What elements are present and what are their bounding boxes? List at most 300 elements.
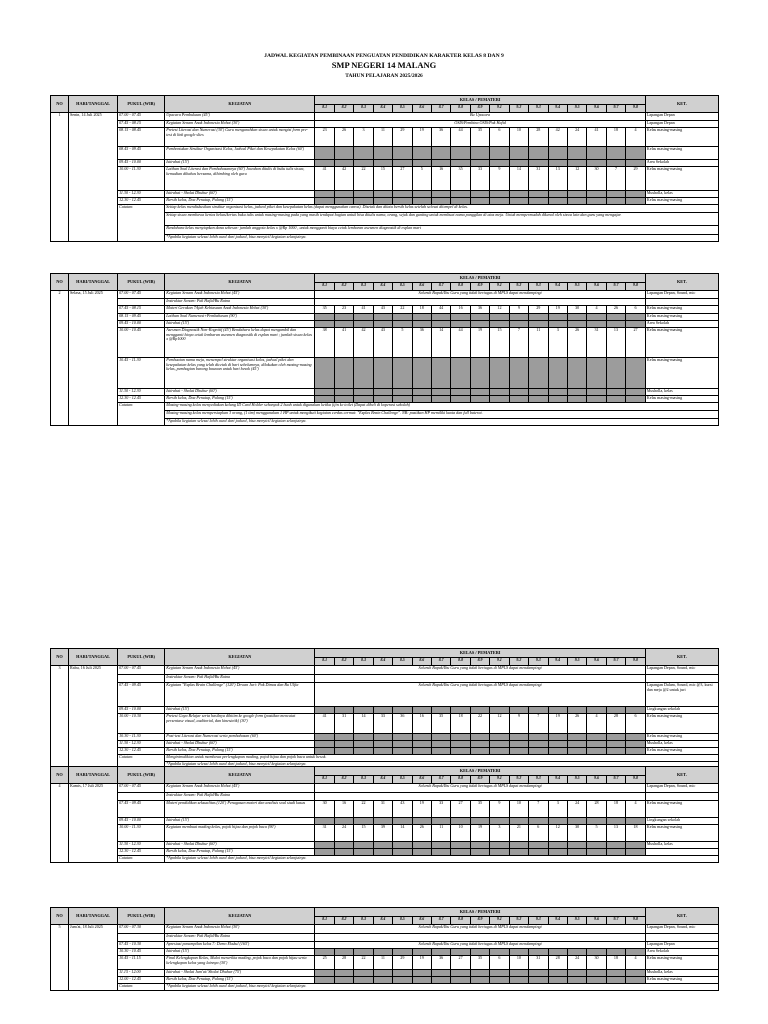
- empty-class-cell: [567, 734, 586, 741]
- empty-class-cell: [315, 321, 334, 328]
- col-header-ket: KET.: [645, 908, 718, 925]
- empty-class-cell: [412, 734, 431, 741]
- empty-class-cell: [373, 849, 392, 856]
- empty-class-cell: [548, 314, 567, 321]
- empty-class-cell: [626, 970, 646, 977]
- time-cell: 10.30 - 10.45: [118, 949, 165, 956]
- empty-class-cell: [431, 734, 450, 741]
- empty-class-cell: [354, 396, 373, 403]
- note-row: [51, 755, 719, 762]
- schedule-row: [51, 942, 719, 949]
- all-classes-cell: Seluruh Bapak/Ibu Guru yang tidak bertugas di MPLS dapat mendampingi: [315, 784, 645, 793]
- class-header-cell: 8.7: [431, 105, 450, 113]
- schedule-row: [51, 818, 719, 825]
- empty-class-cell: [393, 191, 412, 198]
- time-cell: 10.00 - 10.45: [118, 328, 165, 358]
- empty-class-cell: [470, 321, 489, 328]
- location-cell: Musholla, kelas: [645, 970, 718, 977]
- class-header-cell: 9.5: [567, 917, 586, 925]
- location-cell: [645, 793, 718, 801]
- time-cell: 07.45 - 09.45: [118, 801, 165, 818]
- teacher-number-cell: 43: [373, 306, 392, 314]
- teacher-number-cell: 3: [354, 128, 373, 147]
- empty-class-cell: [315, 849, 334, 856]
- empty-class-cell: [529, 147, 548, 160]
- schedule-row: [51, 734, 719, 741]
- teacher-number-cell: 10: [509, 128, 528, 147]
- class-header-cell: 9.6: [587, 283, 606, 291]
- empty-class-cell: [373, 734, 392, 741]
- location-cell: Kelas masing-masing: [645, 956, 718, 970]
- empty-class-cell: [606, 191, 625, 198]
- empty-class-cell: [606, 748, 625, 755]
- activity-cell: Upacara Pembukaan (45'): [165, 113, 315, 121]
- teacher-number-cell: 3: [548, 328, 567, 358]
- empty-class-cell: [412, 358, 431, 389]
- empty-class-cell: [509, 849, 528, 856]
- activity-cell: Post-test Literasi dan Numerasi serta pembahasan (60'): [165, 734, 315, 741]
- activity-cell: Istirahat (15'): [165, 160, 315, 167]
- class-header-cell: 9.8: [626, 283, 646, 291]
- empty-class-cell: [509, 977, 528, 984]
- empty-class-cell: [431, 849, 450, 856]
- empty-class-cell: [470, 849, 489, 856]
- location-cell: Area Sekolah: [645, 160, 718, 167]
- empty-class-cell: [334, 707, 353, 714]
- activity-cell: Pretest Gaya Belajar serta hasilnya dihitim ke google form (pastikan mencatat persentase visual, auditorial, dan kinestetik) (30'): [165, 714, 315, 734]
- location-cell: Lapangan Depan: [645, 113, 718, 121]
- activity-cell: Istirahat - Sholat Dhuhur (60'): [165, 741, 315, 748]
- teacher-number-cell: 3: [548, 801, 567, 818]
- location-cell: [645, 675, 718, 683]
- empty-class-cell: [626, 707, 646, 714]
- location-cell: Kelas masing-masing: [645, 734, 718, 741]
- schedule-row: [51, 714, 719, 734]
- class-header-cell: 8.5: [393, 917, 412, 925]
- empty-class-cell: [451, 977, 470, 984]
- schedule-row: [51, 167, 719, 191]
- teacher-number-cell: 4: [587, 714, 606, 734]
- class-header-cell: 9.1: [490, 283, 509, 291]
- empty-class-cell: [412, 970, 431, 977]
- class-header-cell: 8.1: [315, 776, 334, 784]
- location-cell: [645, 849, 718, 856]
- empty-class-cell: [490, 849, 509, 856]
- empty-class-cell: [412, 741, 431, 748]
- class-header-cell: 8.2: [334, 105, 353, 113]
- class-header-cell: 9.2: [509, 658, 528, 666]
- col-header-kelas-pemateri: KELAS / PEMATERI: [315, 96, 645, 105]
- location-cell: Kelas masing-masing: [645, 314, 718, 321]
- empty-class-cell: [354, 818, 373, 825]
- all-classes-cell: [315, 299, 645, 306]
- teacher-number-cell: 16: [451, 306, 470, 314]
- schedule-row: [51, 121, 719, 128]
- empty-class-cell: [529, 198, 548, 205]
- activity-cell: Bersih kelas, Doa Penutup, Pulang (15'): [165, 748, 315, 755]
- teacher-number-cell: 36: [412, 328, 431, 358]
- empty-class-cell: [315, 949, 334, 956]
- teacher-number-cell: 28: [334, 956, 353, 970]
- teacher-number-cell: 21: [509, 825, 528, 842]
- empty-class-cell: [354, 734, 373, 741]
- empty-class-cell: [431, 818, 450, 825]
- col-header-no: NO: [51, 767, 69, 784]
- teacher-number-cell: 10: [509, 956, 528, 970]
- time-cell: 07.45 - 10.30: [118, 942, 165, 949]
- empty-class-cell: [315, 748, 334, 755]
- location-cell: Kelas masing-masing: [645, 306, 718, 314]
- empty-class-cell: [431, 321, 450, 328]
- class-header-cell: 9.7: [606, 105, 625, 113]
- teacher-number-cell: 43: [373, 328, 392, 358]
- teacher-number-cell: 4: [626, 128, 646, 147]
- teacher-number-cell: 31: [373, 801, 392, 818]
- time-cell: 10.00 - 11.30: [118, 167, 165, 191]
- teacher-number-cell: 12: [490, 306, 509, 314]
- empty-class-cell: [587, 191, 606, 198]
- schedule-row: [51, 666, 719, 675]
- empty-class-cell: [509, 314, 528, 321]
- teacher-number-cell: 31: [587, 328, 606, 358]
- empty-class-cell: [393, 314, 412, 321]
- empty-class-cell: [334, 191, 353, 198]
- empty-class-cell: [490, 734, 509, 741]
- teacher-number-cell: 38: [315, 328, 334, 358]
- empty-class-cell: [373, 160, 392, 167]
- note-text: Masing-masing kelas mempersiapkan 3 orang, (1 tim) menggunakan 1 HP untuk mengikuti kegiatan cerdas cermat: "Esplas Brain Challenge". NB: pastikan HP memiliki kuota dan full baterai.: [165, 411, 719, 419]
- empty-class-cell: [470, 818, 489, 825]
- empty-class-cell: [393, 818, 412, 825]
- empty-class-cell: [587, 970, 606, 977]
- empty-class-cell: [315, 842, 334, 849]
- empty-class-cell: [373, 191, 392, 198]
- teacher-number-cell: 27: [393, 167, 412, 191]
- teacher-number-cell: 30: [587, 956, 606, 970]
- activity-cell: Pembuatan nama meja, menempel struktur organisasi kelas, jadwal piket dan kesepakatan kelas yang telah dicetak di hari sebelumnya, dilakukan oleh masing-masing kelas, pembagian barang bawaan untuk hari besok (45'): [165, 358, 315, 389]
- empty-class-cell: [431, 970, 450, 977]
- empty-class-cell: [354, 949, 373, 956]
- col-header-ket: KET.: [645, 274, 718, 291]
- day-date: Rabu, 16 Juli 2025: [69, 666, 118, 769]
- teacher-number-cell: 18: [412, 306, 431, 314]
- col-header-no: NO: [51, 96, 69, 113]
- empty-class-cell: [451, 741, 470, 748]
- note-text: Setiap siswa membawa kertas bekas/kertas buku tulis untuk masing-masing pada yang masih terdapat bagian untuk bisa ditulis nama, orang, sejuk dan gunting untuk membuat nama panggilan di atas meja. Untuk mempermudah dikenal oleh siswa lain dan guru yang mengajar.: [165, 213, 719, 226]
- empty-class-cell: [626, 147, 646, 160]
- location-cell: Lapangan Depan: [645, 942, 718, 949]
- empty-class-cell: [548, 321, 567, 328]
- empty-class-cell: [315, 389, 334, 396]
- class-header-cell: 9.5: [567, 283, 586, 291]
- location-cell: Musholla, kelas: [645, 191, 718, 198]
- class-header-cell: 9.3: [529, 776, 548, 784]
- schedule-row: [51, 198, 719, 205]
- location-cell: Lingkungan sekolah: [645, 818, 718, 825]
- teacher-number-cell: 36: [431, 128, 450, 147]
- schedule-row: [51, 396, 719, 403]
- empty-class-cell: [587, 321, 606, 328]
- day-schedule-table: [50, 648, 719, 769]
- empty-class-cell: [509, 741, 528, 748]
- empty-class-cell: [354, 314, 373, 321]
- empty-class-cell: [373, 707, 392, 714]
- location-cell: Lapangan Dalam, Sound, mic @3, kursi dan meja @2 untuk juri: [645, 683, 718, 707]
- empty-class-cell: [334, 949, 353, 956]
- empty-class-cell: [412, 849, 431, 856]
- teacher-number-cell: 10: [509, 801, 528, 818]
- day-date: Senin, 14 Juli 2025: [69, 113, 118, 242]
- empty-class-cell: [548, 707, 567, 714]
- schedule-row: [51, 784, 719, 793]
- empty-class-cell: [626, 389, 646, 396]
- empty-class-cell: [548, 970, 567, 977]
- activity-cell: Apresiasi penampilan kelas 7: Demo Ekskul (165'): [165, 942, 315, 949]
- empty-class-cell: [354, 191, 373, 198]
- teacher-number-cell: 36: [431, 956, 450, 970]
- teacher-number-cell: 15: [354, 825, 373, 842]
- empty-class-cell: [567, 389, 586, 396]
- time-cell: 08.45 - 09.45: [118, 147, 165, 160]
- time-cell: 12.30 - 12.45: [118, 849, 165, 856]
- empty-class-cell: [626, 396, 646, 403]
- class-header-cell: 8.4: [373, 776, 392, 784]
- location-cell: Lapangan Depan: [645, 121, 718, 128]
- time-cell: [118, 675, 165, 683]
- empty-class-cell: [509, 147, 528, 160]
- class-header-cell: 8.8: [451, 776, 470, 784]
- empty-class-cell: [606, 321, 625, 328]
- schedule-row: [51, 306, 719, 314]
- location-cell: Kelas masing-masing: [645, 825, 718, 842]
- empty-class-cell: [567, 147, 586, 160]
- empty-class-cell: [529, 849, 548, 856]
- empty-class-cell: [470, 707, 489, 714]
- activity-cell: Asesmen Diagnostik Non-Kognitif (45') Bendahara kelas dapat mengambil dan mengganti biaya cetak lembaran asesmen diagnostik di esplan mart ; jumlah siswa kelas x @Rp1000: [165, 328, 315, 358]
- empty-class-cell: [393, 748, 412, 755]
- empty-class-cell: [451, 160, 470, 167]
- class-header-cell: 9.2: [509, 776, 528, 784]
- col-header-activity: KEGIATAN: [165, 649, 315, 666]
- note-text: Setiap kelas mendiskusikan struktur organisasi kelas, jadwal piket dan kesepakatan kelas (dapat menggunakan canva). Disetak dan ditata bersih kelas setelah selesai ditempel di kelas.: [165, 205, 719, 213]
- empty-class-cell: [451, 707, 470, 714]
- teacher-number-cell: 41: [315, 714, 334, 734]
- empty-class-cell: [606, 977, 625, 984]
- empty-class-cell: [548, 396, 567, 403]
- time-cell: 12.30 - 12.45: [118, 198, 165, 205]
- teacher-number-cell: 11: [529, 328, 548, 358]
- schedule-row: [51, 683, 719, 707]
- teacher-number-cell: 5: [587, 825, 606, 842]
- activity-cell: Istirahat (15'): [165, 321, 315, 328]
- schedule-row: [51, 801, 719, 818]
- teacher-number-cell: 19: [412, 128, 431, 147]
- note-text: *Apabila kegiatan selesai lebih awal dari jadwal, bisa menyicil kegiatan selanjutnya.: [165, 762, 719, 769]
- empty-class-cell: [373, 396, 392, 403]
- empty-class-cell: [315, 707, 334, 714]
- teacher-number-cell: 36: [470, 306, 489, 314]
- empty-class-cell: [587, 160, 606, 167]
- teacher-number-cell: 13: [606, 825, 625, 842]
- col-header-activity: KEGIATAN: [165, 908, 315, 925]
- teacher-number-cell: 6: [626, 306, 646, 314]
- empty-class-cell: [315, 314, 334, 321]
- empty-class-cell: [587, 707, 606, 714]
- class-header-cell: 9.1: [490, 917, 509, 925]
- empty-class-cell: [334, 818, 353, 825]
- col-header-ket: KET.: [645, 96, 718, 113]
- all-classes-cell: Seluruh Bapak/Ibu Guru yang tidak bertugas di MPLS dapat mendampingi: [315, 925, 645, 934]
- empty-class-cell: [470, 389, 489, 396]
- all-classes-cell: [315, 675, 645, 683]
- empty-class-cell: [548, 842, 567, 849]
- teacher-number-cell: 42: [548, 128, 567, 147]
- time-cell: 11.30 - 12.30: [118, 389, 165, 396]
- notes-label: Catatan:: [118, 403, 165, 426]
- teacher-number-cell: 27: [626, 328, 646, 358]
- class-header-cell: 9.3: [529, 658, 548, 666]
- teacher-number-cell: 7: [606, 167, 625, 191]
- class-header-cell: 9.4: [548, 917, 567, 925]
- empty-class-cell: [587, 949, 606, 956]
- activity-cell: Pretest Literasi dan Numerasi (30') Guru mengarahkan siswa untuk mengisi form pre-test di link google slies: [165, 128, 315, 147]
- empty-class-cell: [431, 977, 450, 984]
- class-header-cell: 8.2: [334, 917, 353, 925]
- activity-cell: Istirahat (15'): [165, 949, 315, 956]
- class-header-cell: 8.6: [412, 283, 431, 291]
- empty-class-cell: [470, 970, 489, 977]
- col-header-ket: KET.: [645, 767, 718, 784]
- teacher-number-cell: 18: [606, 128, 625, 147]
- teacher-number-cell: 9: [509, 714, 528, 734]
- empty-class-cell: [393, 734, 412, 741]
- teacher-number-cell: 15: [490, 328, 509, 358]
- day-schedule-table: [50, 95, 719, 242]
- empty-class-cell: [548, 358, 567, 389]
- location-cell: Kelas masing-masing: [645, 358, 718, 389]
- teacher-number-cell: 26: [334, 128, 353, 147]
- empty-class-cell: [334, 358, 353, 389]
- day-number: 5: [51, 925, 69, 991]
- note-text: Mengintrodikian untuk membawa perlengkapan mading, pojok hijau dan pojok baca untuk besok.: [165, 755, 719, 762]
- empty-class-cell: [548, 818, 567, 825]
- empty-class-cell: [529, 160, 548, 167]
- teacher-number-cell: 42: [334, 167, 353, 191]
- empty-class-cell: [529, 734, 548, 741]
- empty-class-cell: [431, 147, 450, 160]
- day-schedule-table: [50, 273, 719, 426]
- activity-cell: Instruktur Senam: Pak Hafid/Bu Ratna: [165, 934, 315, 942]
- teacher-number-cell: 30: [315, 801, 334, 818]
- all-classes-cell: Seluruh Bapak/Ibu Guru yang tidak bertugas di MPLS dapat mendampingi: [315, 683, 645, 707]
- empty-class-cell: [606, 707, 625, 714]
- empty-class-cell: [334, 748, 353, 755]
- empty-class-cell: [451, 389, 470, 396]
- empty-class-cell: [334, 734, 353, 741]
- class-header-cell: 9.7: [606, 283, 625, 291]
- teacher-number-cell: 35: [451, 167, 470, 191]
- class-header-cell: 9.8: [626, 658, 646, 666]
- teacher-number-cell: 18: [626, 825, 646, 842]
- empty-class-cell: [490, 707, 509, 714]
- empty-class-cell: [606, 849, 625, 856]
- teacher-number-cell: 22: [354, 956, 373, 970]
- schedule-row: [51, 675, 719, 683]
- teacher-number-cell: 9: [490, 167, 509, 191]
- teacher-number-cell: 19: [470, 328, 489, 358]
- empty-class-cell: [334, 160, 353, 167]
- schedule-row: [51, 849, 719, 856]
- empty-class-cell: [431, 314, 450, 321]
- col-header-day: HARI/TANGGAL: [69, 649, 118, 666]
- time-cell: 09.45 - 10.00: [118, 160, 165, 167]
- empty-class-cell: [470, 842, 489, 849]
- teacher-number-cell: 14: [509, 167, 528, 191]
- empty-class-cell: [567, 748, 586, 755]
- teacher-number-cell: 44: [431, 306, 450, 314]
- time-cell: 09.45 - 10.00: [118, 707, 165, 714]
- empty-class-cell: [412, 818, 431, 825]
- day-schedule-table: [50, 907, 719, 991]
- class-header-cell: 9.6: [587, 776, 606, 784]
- class-header-cell: 9.4: [548, 658, 567, 666]
- empty-class-cell: [373, 818, 392, 825]
- empty-class-cell: [315, 358, 334, 389]
- empty-class-cell: [529, 707, 548, 714]
- class-header-cell: 8.6: [412, 105, 431, 113]
- empty-class-cell: [567, 949, 586, 956]
- empty-class-cell: [567, 314, 586, 321]
- class-header-cell: 9.1: [490, 658, 509, 666]
- document-title: JADWAL KEGIATAN PEMBINAAN PENGUATAN PENDIDIKAN KARAKTER KELAS 8 DAN 9: [264, 53, 504, 59]
- location-cell: Area Sekolah: [645, 321, 718, 328]
- empty-class-cell: [626, 818, 646, 825]
- empty-class-cell: [490, 741, 509, 748]
- empty-class-cell: [529, 389, 548, 396]
- empty-class-cell: [393, 849, 412, 856]
- empty-class-cell: [606, 314, 625, 321]
- teacher-number-cell: 7: [509, 328, 528, 358]
- teacher-number-cell: 28: [548, 956, 567, 970]
- class-header-cell: 8.9: [470, 776, 489, 784]
- empty-class-cell: [509, 818, 528, 825]
- empty-class-cell: [626, 849, 646, 856]
- empty-class-cell: [373, 842, 392, 849]
- empty-class-cell: [490, 191, 509, 198]
- schedule-row: [51, 314, 719, 321]
- time-cell: 11.30 - 12.30: [118, 191, 165, 198]
- empty-class-cell: [431, 191, 450, 198]
- empty-class-cell: [626, 198, 646, 205]
- teacher-number-cell: 29: [529, 306, 548, 314]
- teacher-number-cell: 25: [315, 956, 334, 970]
- col-header-day: HARI/TANGGAL: [69, 908, 118, 925]
- teacher-number-cell: 5: [393, 328, 412, 358]
- teacher-number-cell: 36: [393, 714, 412, 734]
- empty-class-cell: [606, 949, 625, 956]
- empty-class-cell: [393, 949, 412, 956]
- time-cell: 08.15 - 09.45: [118, 314, 165, 321]
- empty-class-cell: [451, 191, 470, 198]
- empty-class-cell: [548, 741, 567, 748]
- empty-class-cell: [373, 321, 392, 328]
- teacher-number-cell: 35: [470, 128, 489, 147]
- empty-class-cell: [393, 741, 412, 748]
- teacher-number-cell: 31: [529, 167, 548, 191]
- class-header-cell: 8.3: [354, 658, 373, 666]
- empty-class-cell: [548, 389, 567, 396]
- empty-class-cell: [373, 314, 392, 321]
